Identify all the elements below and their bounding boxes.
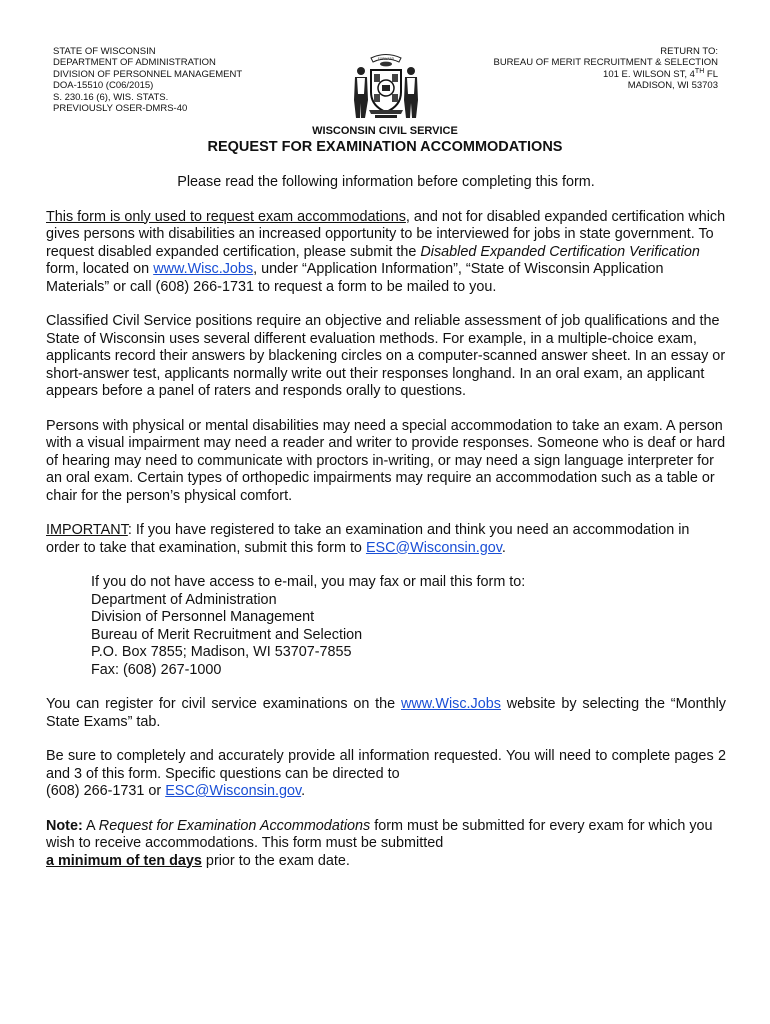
paragraph-note: Note: A Request for Examination Accommodations form must be submitted for every exam for which you wish to receive accommodations. This form must be submitted a minimum of ten days prior to the exam date.	[46, 817, 713, 869]
esc-email-link[interactable]: ESC@Wisconsin.gov	[365, 539, 502, 556]
form-instructions	[46, 174, 726, 887]
header-left-line: PREVIOUSLY OSER-DMRS-40	[53, 103, 188, 115]
deadline-emphasis: a minimum of ten days	[46, 852, 202, 869]
mailing-address-block	[91, 574, 726, 679]
wisconsin-seal-icon	[349, 48, 423, 124]
address-line: Bureau of Merit Recruitment and Selection	[91, 626, 363, 643]
intro-text: Please read the following information before completing this form.	[177, 174, 595, 190]
wisc-jobs-link[interactable]: www.Wisc.Jobs	[400, 696, 501, 712]
header-left-line: S. 230.16 (6), WIS. STATS.	[53, 91, 169, 103]
header-left-line: DOA-15510 (C06/2015)	[53, 80, 154, 92]
return-bureau: BUREAU OF MERIT RECRUITMENT & SELECTION	[493, 57, 718, 69]
esc-email-link[interactable]: ESC@Wisconsin.gov	[165, 783, 302, 799]
header-left-line: DEPARTMENT OF ADMINISTRATION	[53, 57, 216, 69]
wisc-jobs-link[interactable]: www.Wisc.Jobs	[153, 261, 254, 277]
paragraph-disabilities: Persons with physical or mental disabilities may need a special accommodation to take an exam. A person with a visual impairment may need a reader and writer to provide responses. Someone who is deaf or hard of hearing may need to communicate with proctors in-writing, or may need a sign language interpreter for an oral exam. Certain types of orthopedic impairments may require an accommodation such as a table or chair for the person’s physical comfort.	[46, 417, 726, 504]
header-right-block	[493, 46, 718, 92]
header-left-line: DIVISION OF PERSONNEL MANAGEMENT	[53, 68, 243, 80]
paragraph-register: You can register for civil service examinations on the www.Wisc.Jobs website by selecting the “Monthly State Exams” tab.	[46, 696, 726, 730]
paragraph-be-sure: Be sure to completely and accurately provide all information requested. You will need to complete pages 2 and 3 of this form. Specific questions can be directed to (608) 266-1731 or ESC@Wisconsin.gov.	[46, 748, 726, 799]
return-city: MADISON, WI 53703	[627, 80, 718, 92]
note-label: Note:	[46, 817, 83, 834]
address-line: If you do not have access to e-mail, you may fax or mail this form to:	[91, 574, 526, 590]
return-to-label: RETURN TO:	[660, 46, 718, 57]
agency-name: WISCONSIN CIVIL SERVICE	[312, 125, 458, 137]
paragraph-evaluation-methods: Classified Civil Service positions require an objective and reliable assessment of job qualifications and the State of Wisconsin uses several different evaluation methods. For example, in a multiple-choice exam, applicants record their answers by blackening circles on a computer-scanned answer sheet. In an essay or short-answer test, applicants normally write out their responses longhand. In an oral exam, an applicant appears before a panel of raters and responds orally to questions.	[46, 313, 726, 399]
header-left-block	[53, 46, 242, 114]
svg-text:FORWARD: FORWARD	[377, 57, 395, 61]
header-left-line: STATE OF WISCONSIN	[53, 46, 156, 57]
important-label: IMPORTANT	[46, 522, 128, 538]
address-line: Fax: (608) 267-1000	[91, 661, 222, 678]
return-street: 101 E. WILSON ST, 4TH FL	[603, 67, 718, 80]
paragraph-purpose: This form is only used to request exam accommodations, and not for disabled expanded certification which gives persons with disabilities an increased opportunity to be interviewed for jobs in state government. To request disabled expanded certification, please submit the Disabled Expanded Certification Verification form, located on www.Wisc.Jobs, under “Application Information”, “State of Wisconsin Application Materials” or call (608) 266-1731 to request a form to be mailed to you.	[46, 208, 726, 295]
address-line: Division of Personnel Management	[91, 609, 315, 625]
address-line: P.O. Box 7855; Madison, WI 53707-7855	[91, 644, 352, 660]
paragraph-important: IMPORTANT: If you have registered to take an examination and think you need an accommodation in order to take that examination, submit this form to ESC@Wisconsin.gov.	[46, 522, 690, 556]
address-line: Department of Administration	[91, 591, 277, 608]
page-title: REQUEST FOR EXAMINATION ACCOMMODATIONS	[207, 139, 563, 155]
